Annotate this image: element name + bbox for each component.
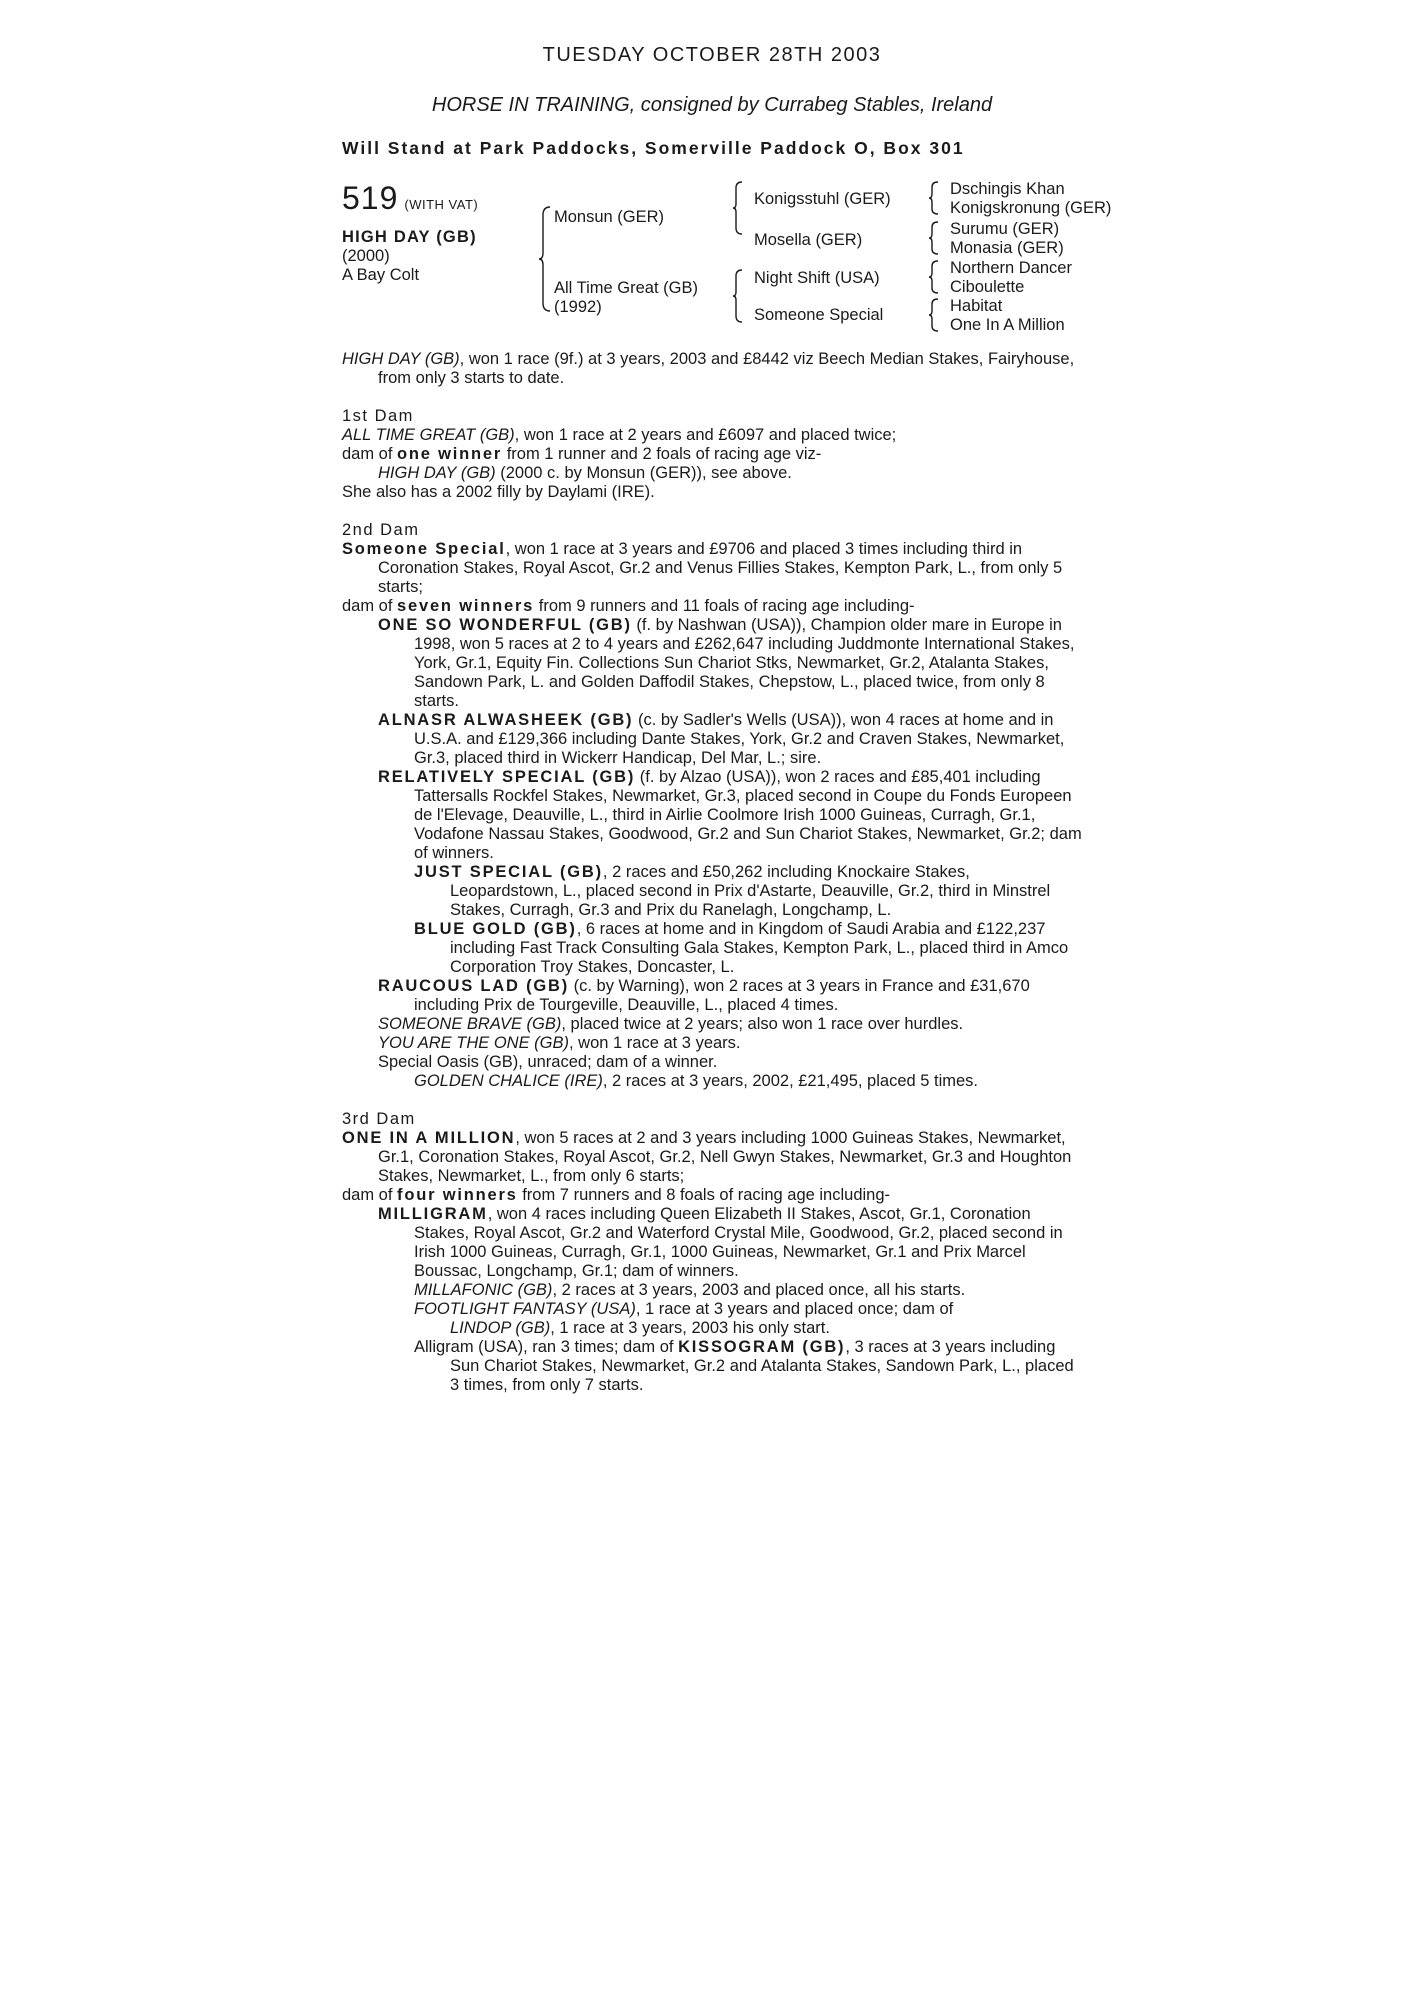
first-dam-record	[342, 426, 1082, 445]
grand-produce-entry: JUST SPECIAL (GB), 2 races and £50,262 including Knockaire Stakes, Leopardstown, L., placed second in Prix d'Astarte, Deauville, Gr.2, third in Minstrel Stakes, Curragh, Gr.3 and Prix du Ranelagh, Longchamp, L.	[414, 863, 1051, 919]
pedigree-g8: One In A Million	[950, 316, 1065, 334]
pedigree-dam-sire: Night Shift (USA)	[754, 269, 880, 287]
pedigree-brace-main	[538, 205, 552, 313]
record-text: , won 1 race (9f.) at 3 years, 2003 and £8442 viz Beech Median Stakes, Fairyhouse, from only 3 starts to date.	[378, 350, 1075, 387]
pedigree-brace-sire	[732, 180, 744, 236]
pedigree-dam: All Time Great (GB)	[554, 279, 698, 297]
grand-produce-entry: MILLAFONIC (GB), 2 races at 3 years, 2003 and placed once, all his starts.	[414, 1281, 966, 1299]
winners-count: four winners	[397, 1186, 518, 1204]
second-dam-produce-line: dam of seven winners from 9 runners and 11 foals of racing age including-	[342, 597, 915, 615]
horse-record	[342, 350, 1082, 388]
winners-count: seven winners	[397, 597, 535, 615]
lot-heading	[342, 180, 478, 217]
pedigree-sire: Monsun (GER)	[554, 208, 665, 226]
pedigree-g2: Konigskronung (GER)	[950, 199, 1112, 217]
grand-produce-entry: GOLDEN CHALICE (IRE), 2 races at 3 years, 2002, £21,495, placed 5 times.	[414, 1072, 979, 1090]
second-dam-record: Someone Special, won 1 race at 3 years and £9706 and placed 3 times including third in Coronation Stakes, Royal Ascot, Gr.2 and Venus Fillies Stakes, Kempton Park, L., from only 5 starts;	[342, 540, 1063, 596]
first-dam-heading: 1st Dam	[342, 407, 414, 425]
third-dam-heading: 3rd Dam	[342, 1110, 416, 1128]
great-grand-produce-entry: LINDOP (GB), 1 race at 3 years, 2003 his only start.	[450, 1319, 830, 1337]
pedigree-g7: Habitat	[950, 297, 1003, 315]
pedigree-g5: Northern Dancer	[950, 259, 1072, 277]
produce-entry: YOU ARE THE ONE (GB), won 1 race at 3 years.	[378, 1034, 741, 1052]
pedigree-brace-dam	[732, 268, 744, 324]
grand-produce-entry: BLUE GOLD (GB), 6 races at home and in Kingdom of Saudi Arabia and £122,237 including Fast Track Consulting Gala Stakes, Kempton Park, L., placed third in Amco Corporation Troy Stakes, Doncaster, L.	[414, 920, 1069, 976]
pedigree-brace-g3	[928, 259, 940, 295]
pedigree-dam-dam: Someone Special	[754, 306, 884, 324]
produce-entry: RAUCOUS LAD (GB) (c. by Warning), won 2 races at 3 years in France and £31,670 including Prix de Tourgeville, Deauville, L., placed 4 times.	[378, 977, 1030, 1014]
stand-location: Will Stand at Park Paddocks, Somerville Paddock O, Box 301	[342, 138, 965, 158]
pedigree-brace-g1	[928, 180, 940, 216]
pedigree-g6: Ciboulette	[950, 278, 1025, 296]
pedigree-brace-g2	[928, 220, 940, 256]
first-dam-also: She also has a 2002 filly by Daylami (IRE).	[342, 483, 655, 501]
second-dam-name: Someone Special	[342, 540, 506, 558]
pedigree-g3: Surumu (GER)	[950, 220, 1060, 238]
produce-entry: Special Oasis (GB), unraced; dam of a winner.	[378, 1053, 718, 1071]
produce-entry: MILLIGRAM, won 4 races including Queen Elizabeth II Stakes, Ascot, Gr.1, Coronation Stakes, Royal Ascot, Gr.2 and Waterford Crystal Mile, Goodwood, Gr.2, placed second in Irish 1000 Guineas, Curragh, Gr.1, 1000 Guineas, Newmarket, Gr.1 and Prix Marcel Boussac, Longchamp, Gr.1; dam of winners.	[378, 1205, 1063, 1280]
record-horse-name: HIGH DAY (GB)	[342, 350, 460, 368]
horse-year: (2000)	[342, 247, 390, 265]
first-dam-foal: HIGH DAY (GB) (2000 c. by Monsun (GER)), see above.	[378, 464, 792, 482]
lot-number: 519	[342, 180, 399, 216]
pedigree-sire-dam: Mosella (GER)	[754, 231, 863, 249]
pedigree-brace-g4	[928, 297, 940, 333]
produce-entry: SOMEONE BRAVE (GB), placed twice at 2 years; also won 1 race over hurdles.	[378, 1015, 964, 1033]
grand-produce-entry: Alligram (USA), ran 3 times; dam of KISSOGRAM (GB), 3 races at 3 years including Sun Chariot Stakes, Newmarket, Gr.2 and Atalanta Stakes, Sandown Park, L., placed 3 times, from only 7 starts.	[414, 1338, 1074, 1394]
pedigree-dam-year: (1992)	[554, 298, 602, 316]
pedigree-sire-sire: Konigsstuhl (GER)	[754, 190, 891, 208]
second-dam-heading: 2nd Dam	[342, 521, 420, 539]
consignment-line: HORSE IN TRAINING, consigned by Currabeg Stables, Ireland	[431, 94, 993, 116]
third-dam-record: ONE IN A MILLION, won 5 races at 2 and 3 years including 1000 Guineas Stakes, Newmarket, Gr.1, Coronation Stakes, Royal Ascot, Gr.2, Nell Gwyn Stakes, Newmarket, Gr.3 and Houghton Stakes, Newmarket, L., from only 6 starts;	[342, 1129, 1072, 1185]
first-dam-text: , won 1 race at 2 years and £6097 and placed twice;	[514, 426, 897, 444]
produce-entry: ONE SO WONDERFUL (GB) (f. by Nashwan (USA)), Champion older mare in Europe in 1998, won 5 races at 2 to 4 years and £262,647 including Juddmonte International Stakes, York, Gr.1, Equity Fin. Collections Sun Chariot Stks, Newmarket, Gr.2, Atalanta Stakes, Sandown Park, L. and Golden Daffodil Stakes, Chepstow, L., placed twice, from only 8 starts.	[378, 616, 1075, 710]
horse-name: HIGH DAY (GB)	[342, 228, 477, 246]
third-dam-produce-line: dam of four winners from 7 runners and 8 foals of racing age including-	[342, 1186, 891, 1204]
vat-note: (WITH VAT)	[404, 197, 479, 212]
first-dam-name: ALL TIME GREAT (GB)	[342, 426, 515, 444]
third-dam-name: ONE IN A MILLION	[342, 1129, 516, 1147]
horse-description: A Bay Colt	[342, 266, 420, 284]
pedigree-g1: Dschingis Khan	[950, 180, 1065, 198]
grand-produce-entry: FOOTLIGHT FANTASY (USA), 1 race at 3 years and placed once; dam of	[414, 1300, 954, 1318]
produce-entry: RELATIVELY SPECIAL (GB) (f. by Alzao (USA)), won 2 races and £85,401 including Tattersalls Rockfel Stakes, Newmarket, Gr.3, placed second in Coupe du Fonds Europeen de l'Elevage, Deauville, L., third in Airlie Coolmore Irish 1000 Guineas, Curragh, Gr.1, Vodafone Nassau Stakes, Goodwood, Gr.2 and Sun Chariot Stakes, Newmarket, Gr.2; dam of winners.	[378, 768, 1082, 862]
produce-entry: ALNASR ALWASHEEK (GB) (c. by Sadler's Wells (USA)), won 4 races at home and in U.S.A. and £129,366 including Dante Stakes, York, Gr.2 and Craven Stakes, Newmarket, Gr.3, placed third in Wickerr Handicap, Del Mar, L.; sire.	[378, 711, 1065, 767]
catalogue-body	[342, 350, 1082, 1395]
pedigree-g4: Monasia (GER)	[950, 239, 1064, 257]
winners-count: one winner	[397, 445, 503, 463]
first-dam-produce-line: dam of one winner from 1 runner and 2 foals of racing age viz-	[342, 445, 822, 463]
sale-date: TUESDAY OCTOBER 28TH 2003	[542, 44, 882, 66]
